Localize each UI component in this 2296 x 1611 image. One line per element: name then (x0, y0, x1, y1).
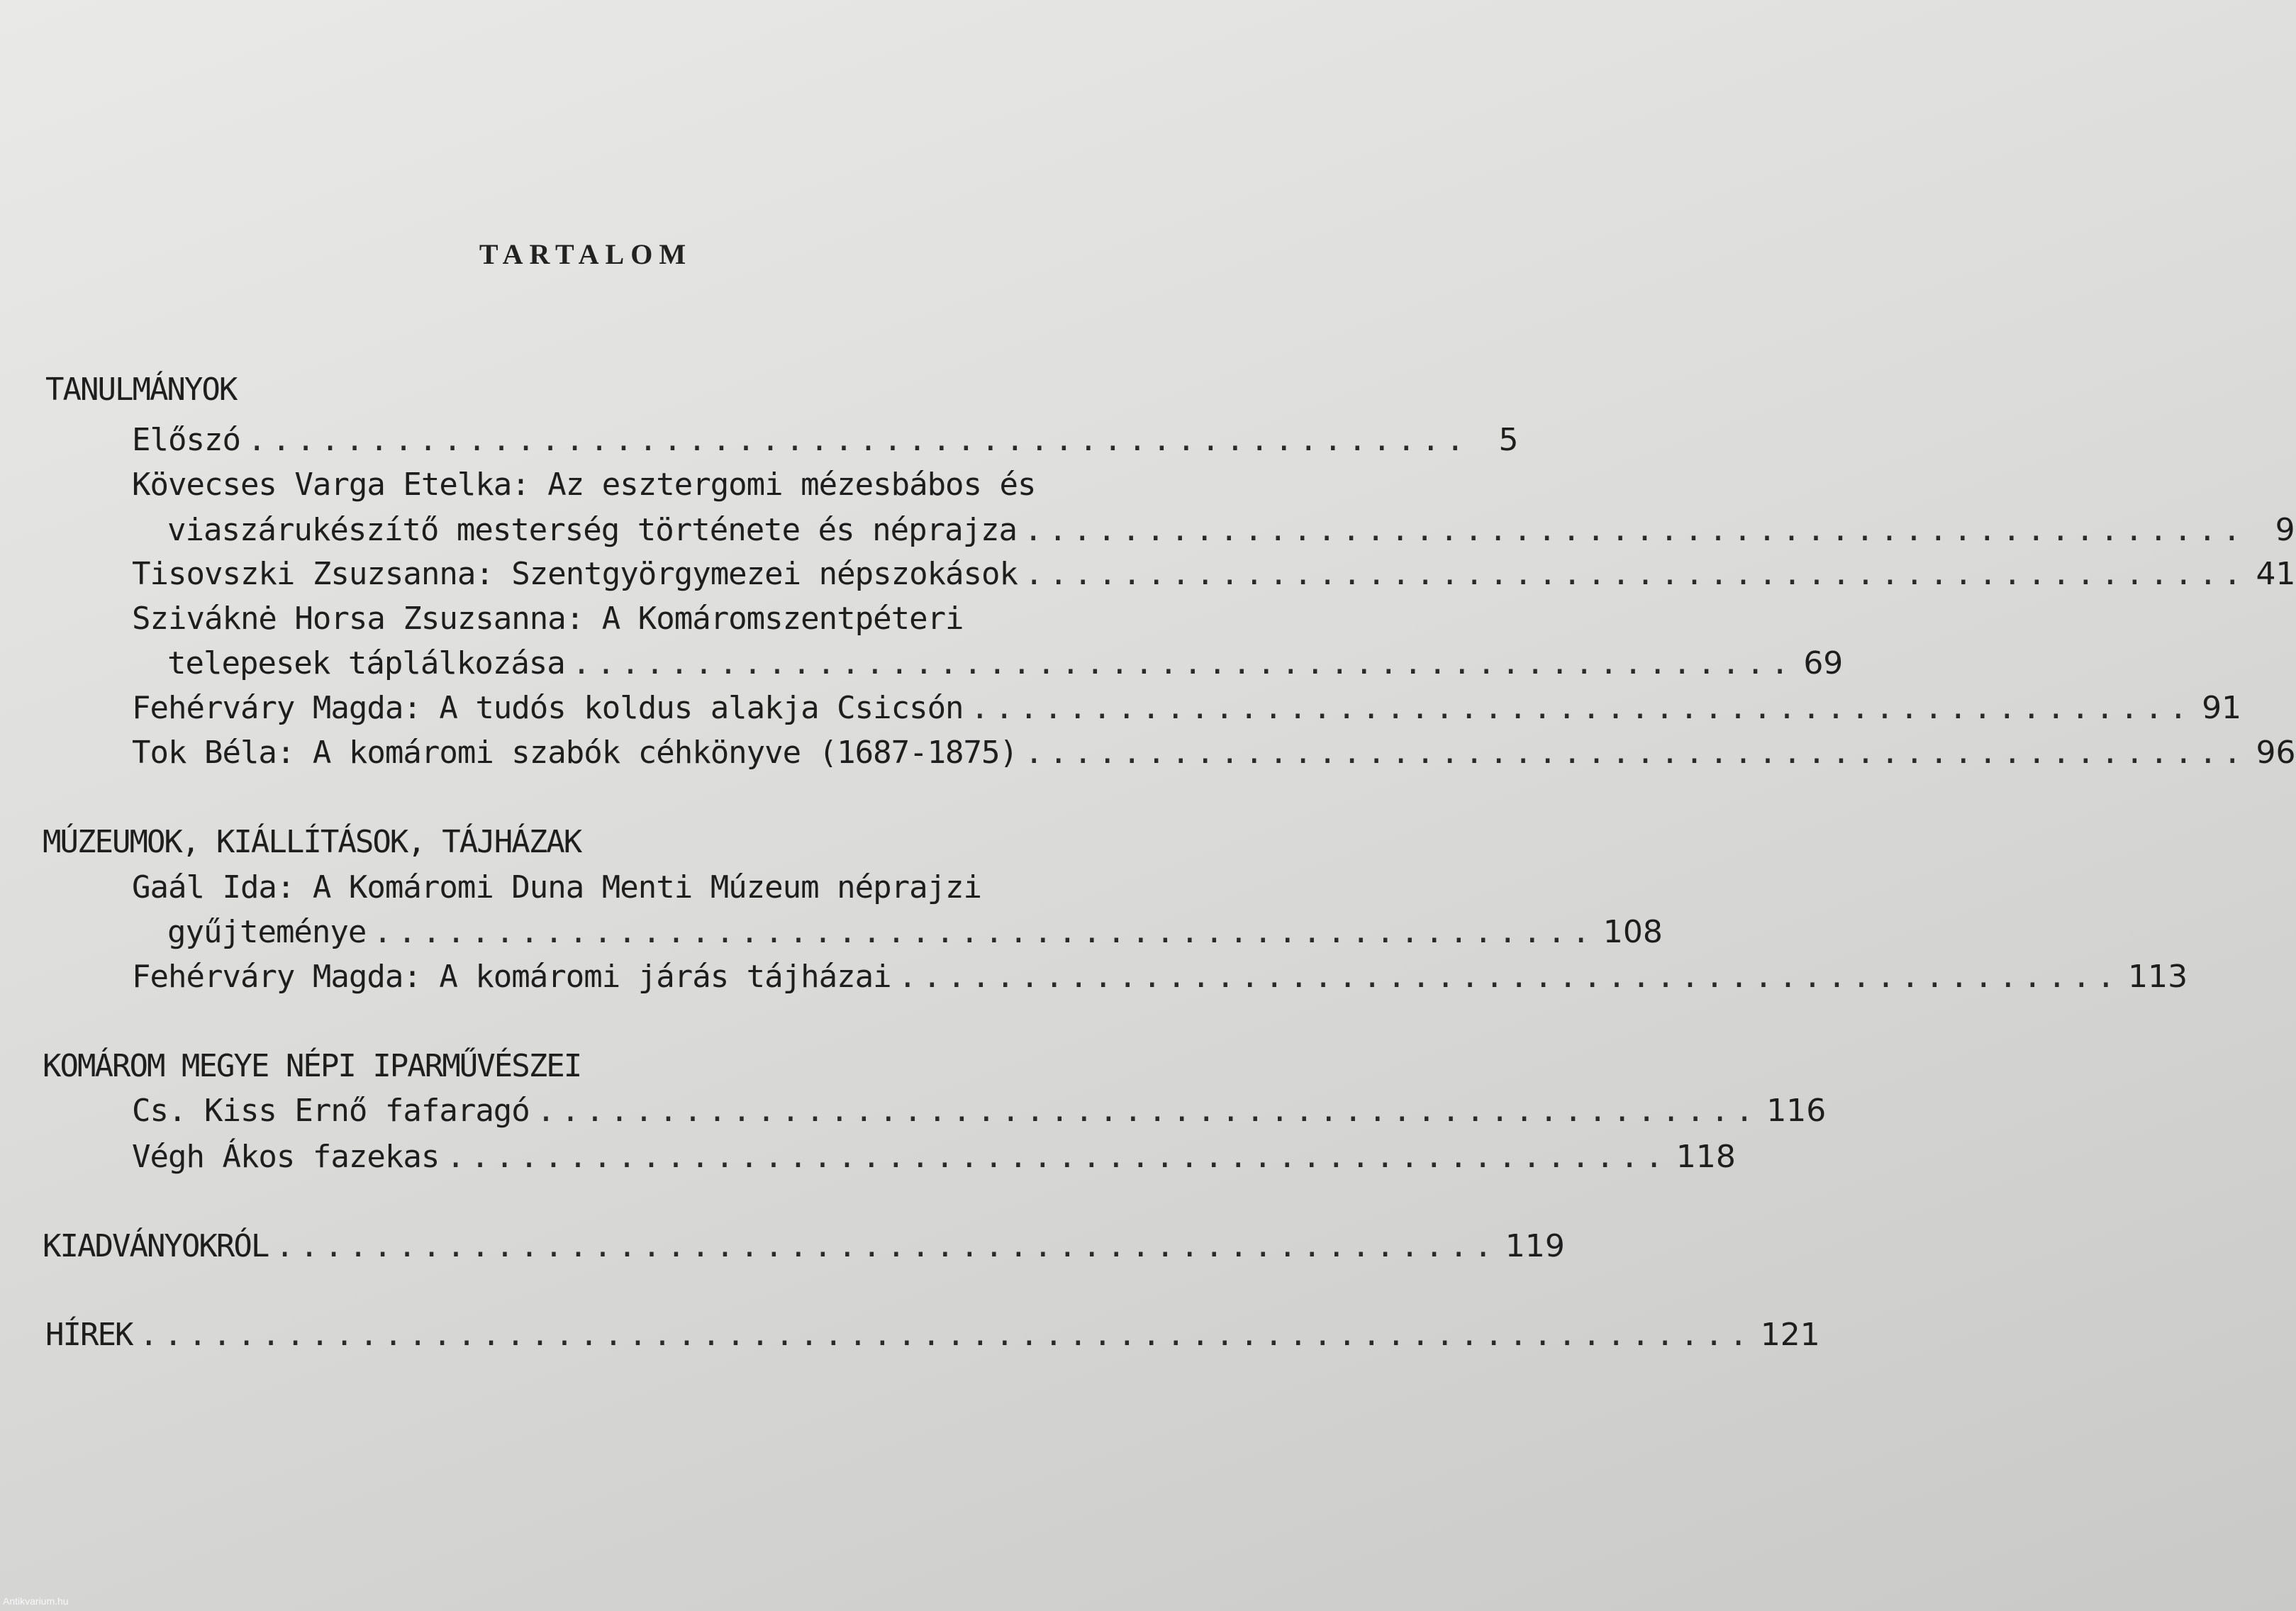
toc-page-number: 41 (2256, 556, 2296, 592)
toc-page-number: 113 (2128, 959, 2188, 995)
toc-entry-kiadvanyokrol (43, 1227, 1565, 1266)
dot-leader: .................................................................. (139, 1317, 1754, 1353)
section-heading-muzeumok: MÚZEUMOK, KIÁLLÍTÁSOK, TÁJHÁZAK (43, 824, 581, 860)
dot-leader: .................................................. (572, 645, 1795, 681)
toc-entry-kovecses-line2 (167, 511, 2295, 550)
toc-entry-kiss (132, 1091, 1827, 1131)
dot-leader: .................................................. (970, 690, 2194, 726)
toc-entry-szivakne-line2 (167, 644, 1844, 684)
toc-entry-title: gyűjteménye (167, 914, 367, 950)
dot-leader: .................................................. (536, 1093, 1760, 1129)
dot-leader: .................................................. (898, 959, 2122, 995)
toc-entry-gaal-line1 (132, 868, 1156, 908)
toc-page-number: 96 (2256, 735, 2296, 771)
toc-entry-title: Gaál Ida: A Komáromi Duna Menti Múzeum néprajzi (132, 869, 982, 905)
toc-entry-title: Tok Béla: A komáromi szabók céhkönyve (1687-1875) (132, 735, 1018, 771)
toc-entry-title: Végh Ákos fazekas (132, 1139, 440, 1175)
dot-leader: .................................................. (373, 914, 1596, 950)
toc-entry-fehervary-csicso (132, 689, 2242, 728)
toc-page-number: 116 (1766, 1093, 1827, 1129)
toc-entry-gaal-line2 (167, 913, 1663, 952)
toc-page-number: 118 (1676, 1139, 1736, 1175)
toc-entry-title: Sziváknė Horsa Zsuzsanna: A Komáromszentpéteri (132, 601, 964, 637)
watermark: Antikvarium.hu (3, 1595, 69, 1607)
toc-entry-title: viaszárukészítő mesterség története és néprajza (167, 512, 1018, 548)
section-heading-komarom: KOMÁROM MEGYE NÉPI IPARMŰVÉSZEI (43, 1048, 581, 1084)
toc-entry-fehervary-tajhazak (132, 957, 2188, 997)
toc-page-number: 108 (1603, 914, 1663, 950)
toc-entry-title: Kövecses Varga Etelka: Az esztergomi mézesbábos és (132, 467, 1036, 503)
toc-page-number: 121 (1760, 1317, 1820, 1353)
dot-leader: .................................................. (1025, 556, 2248, 592)
section-heading-tanulmanyok: TANULMÁNYOK (45, 372, 237, 408)
toc-page-number: 69 (1803, 645, 1844, 681)
toc-entry-eloszo (132, 420, 1519, 460)
toc-entry-title: HÍREK (45, 1317, 133, 1353)
toc-entry-title: Fehérváry Magda: A tudós koldus alakja Csicsón (132, 690, 964, 726)
toc-entry-title: Fehérváry Magda: A komáromi járás tájházai (132, 959, 891, 995)
toc-entry-tok (132, 733, 2296, 773)
toc-page-number: 9 (2275, 512, 2295, 548)
dot-leader: .................................................. (247, 422, 1471, 458)
toc-page-number: 91 (2202, 690, 2242, 726)
dot-leader: .................................................. (1025, 735, 2248, 771)
toc-entry-szivakne-line1 (132, 599, 1153, 639)
dot-leader: .................................................. (1024, 512, 2247, 548)
toc-entry-title: telepesek táplálkozása (167, 645, 565, 681)
toc-entry-title: Előszó (132, 422, 240, 458)
toc-entry-title: Tisovszki Zsuzsanna: Szentgyörgymezei népszokások (132, 556, 1018, 592)
toc-entry-vegh (132, 1137, 1736, 1177)
dot-leader: .................................................. (275, 1228, 1498, 1264)
toc-page-number: 5 (1498, 422, 1519, 458)
toc-entry-hirek (45, 1315, 1820, 1355)
page-title: TARTALOM (479, 238, 693, 270)
toc-page-number: 119 (1505, 1228, 1565, 1264)
toc-entry-title: KIADVÁNYOKRÓL (43, 1228, 269, 1264)
toc-entry-kovecses-line1 (132, 465, 1153, 505)
toc-entry-tisovszki (132, 554, 2296, 594)
dot-leader: .................................................. (446, 1139, 1669, 1175)
toc-entry-title: Cs. Kiss Ernő fafaragó (132, 1093, 530, 1129)
